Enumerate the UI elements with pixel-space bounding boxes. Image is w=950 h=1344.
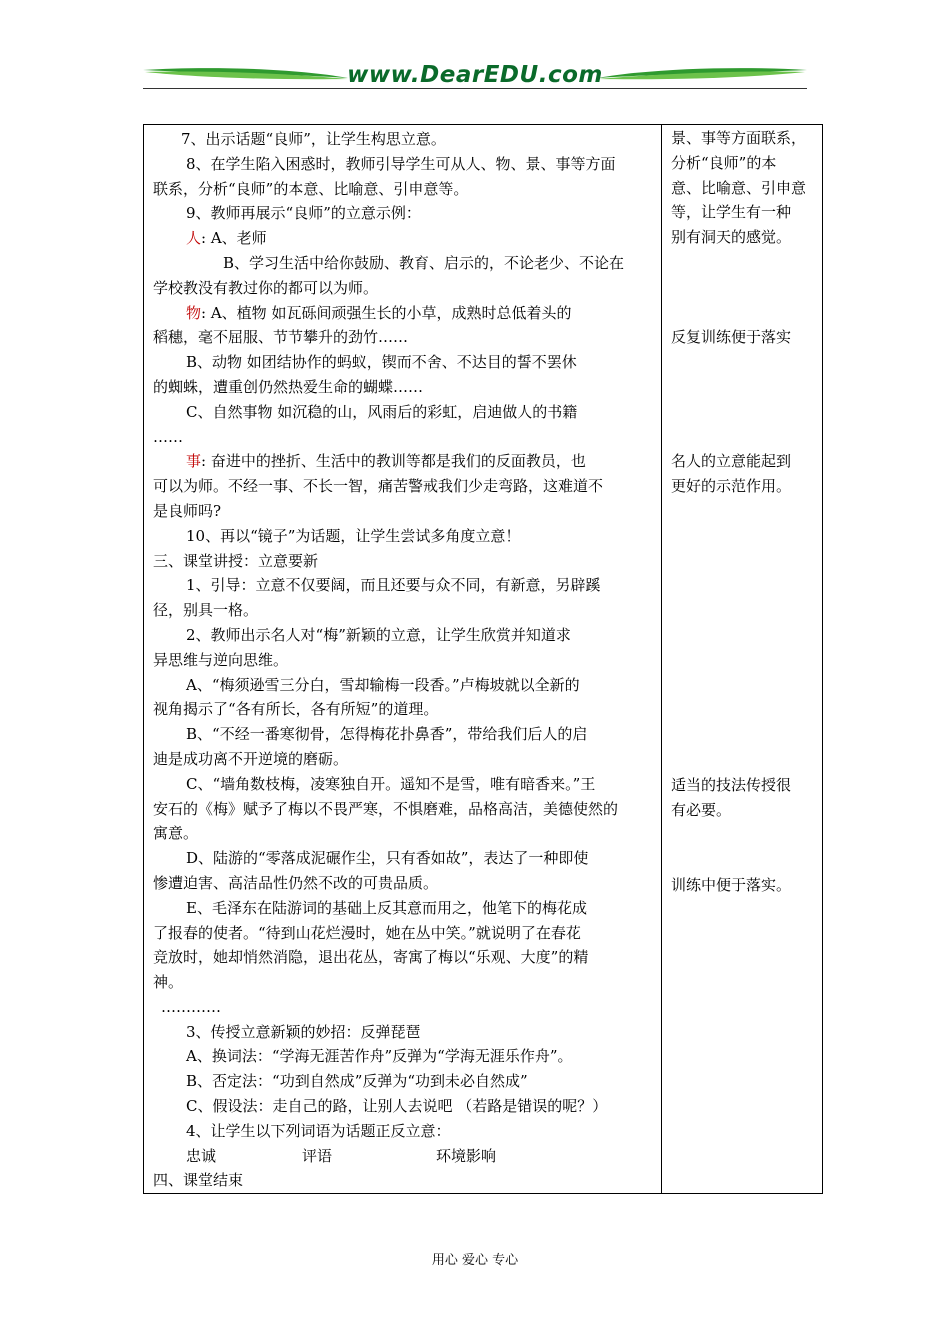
text-line: A、“梅须逊雪三分白，雪却输梅一段香。”卢梅坡就以全新的 [186,675,580,694]
page-header [143,58,807,92]
text-line: 学校教没有教过你的都可以为师。 [153,278,379,297]
text-line: 3、传授立意新颖的妙招：反弹琵琶 [186,1022,421,1041]
text-line: 稻穗，毫不屈服、节节攀升的劲竹…… [153,328,409,347]
side-note: 景、事等方面联系， 分析“良师”的本 意、比喻意、引申意 等，让学生有一种 别有洞天的感觉。 [671,129,807,247]
text-line: 了报春的使者。“待到山花烂漫时，她在丛中笑。”就说明了在春花 [153,923,581,942]
text-line: 8、在学生陷入困惑时，教师引导学生可从人、物、景、事等方面 [186,154,616,173]
text-line: 安石的《梅》赋予了梅以不畏严寒，不惧磨难，品格高洁，美德使然的 [153,799,619,818]
side-note: 反复训练便于落实 [671,328,792,346]
topic-word: 忠诚 [186,1146,217,1165]
text-line: 事: 奋进中的挫折、生活中的教训等都是我们的反面教员，也 [186,452,586,471]
text-line: D、陆游的“零落成泥碾作尘，只有香如故”，表达了一种即使 [186,849,589,868]
text-line: E、毛泽东在陆游词的基础上反其意而用之，他笔下的梅花成 [186,898,587,917]
text-line: 迪是成功离不开逆境的磨砺。 [153,749,349,768]
text-line: 是良师吗? [153,501,222,520]
text-line: 视角揭示了“各有所长，各有所短”的道理。 [153,700,439,719]
text-line: 神。 [153,973,184,992]
lesson-plan-table [143,124,823,1194]
text-line: 物: A、植物 如瓦砾间顽强生长的小草，成熟时总低着头的 [186,303,572,322]
text-line: 联系，分析“良师”的本意、比喻意、引申意等。 [153,179,469,198]
text-line: 7、出示话题“良师”，让学生构思立意。 [181,130,446,148]
page-footer: 用心 爱心 专心 [431,1253,519,1268]
topic-word: 环境影响 [436,1146,497,1165]
category-label-event: 事 [186,452,202,471]
side-note: 名人的立意能起到 更好的示范作用。 [671,452,792,495]
content-column [144,125,662,1194]
text-line: 人: A、老师 [186,229,267,248]
text-line: 1、引导：立意不仅要阔，而且还要与众不同，有新意，另辟蹊 [186,576,601,595]
text-line: 的蜘蛛，遭重创仍然热爱生命的蝴蝶…… [153,377,424,396]
category-label-object: 物 [186,303,202,322]
text-line: 9、教师再展示“良师”的立意示例： [186,204,421,223]
text-line: 可以为师。不经一事、不长一智，痛苦警戒我们少走弯路，这难道不 [153,477,604,496]
topic-word: 评语 [302,1146,333,1165]
text-line: B、学习生活中给你鼓励、教育、启示的，不论老少、不论在 [223,253,625,272]
section-heading: 四、课堂结束 [153,1171,244,1190]
side-note: 训练中便于落实。 [671,876,792,894]
text-line: 异思维与逆向思维。 [153,650,289,669]
topic-words-row [153,1144,655,1169]
text-line: B、动物 如团结协作的蚂蚁，锲而不舍、不达目的誓不罢休 [186,353,577,372]
text-line: 4、让学生以下列词语为话题正反立意： [186,1121,451,1140]
text-line: 竞放时，她却悄然消隐，退出花丛，寄寓了梅以“乐观、大度”的精 [153,948,589,967]
category-label-person: 人 [186,229,202,248]
text-line: 2、教师出示名人对“梅”新颖的立意，让学生欣赏并知道求 [186,625,571,644]
text-line: ………… [161,997,221,1016]
text-line: C、“墙角数枝梅，凌寒独自开。遥知不是雪，唯有暗香来。”王 [186,774,596,793]
text-line: B、“不经一番寒彻骨，怎得梅花扑鼻香”，带给我们后人的启 [186,725,588,744]
text-line: C、假设法：走自己的路，让别人去说吧 （若路是错误的呢？） [186,1097,608,1116]
text-line: 寓意。 [153,824,199,843]
section-heading: 三、课堂讲授：立意要新 [153,551,319,570]
text-line: A、换词法：“学海无涯苦作舟”反弹为“学海无涯乐作舟”。 [186,1047,573,1066]
site-logo[interactable]: www.DearEDU.com [347,62,603,88]
side-note: 适当的技法传授很 有必要。 [671,776,792,819]
text-line: C、自然事物 如沉稳的山，风雨后的彩虹，启迪做人的书籍 [186,402,578,421]
text-line: …… [153,427,183,446]
text-line: 径，别具一格。 [153,601,259,620]
text-line: 10、再以“镜子”为话题，让学生尝试多角度立意！ [186,526,521,545]
text-line: 惨遭迫害、高洁品性仍然不改的可贵品质。 [153,873,439,892]
notes-column [662,125,823,1194]
text-line: B、否定法：“功到自然成”反弹为“功到未必自然成” [186,1072,528,1091]
header-rule [143,88,807,89]
